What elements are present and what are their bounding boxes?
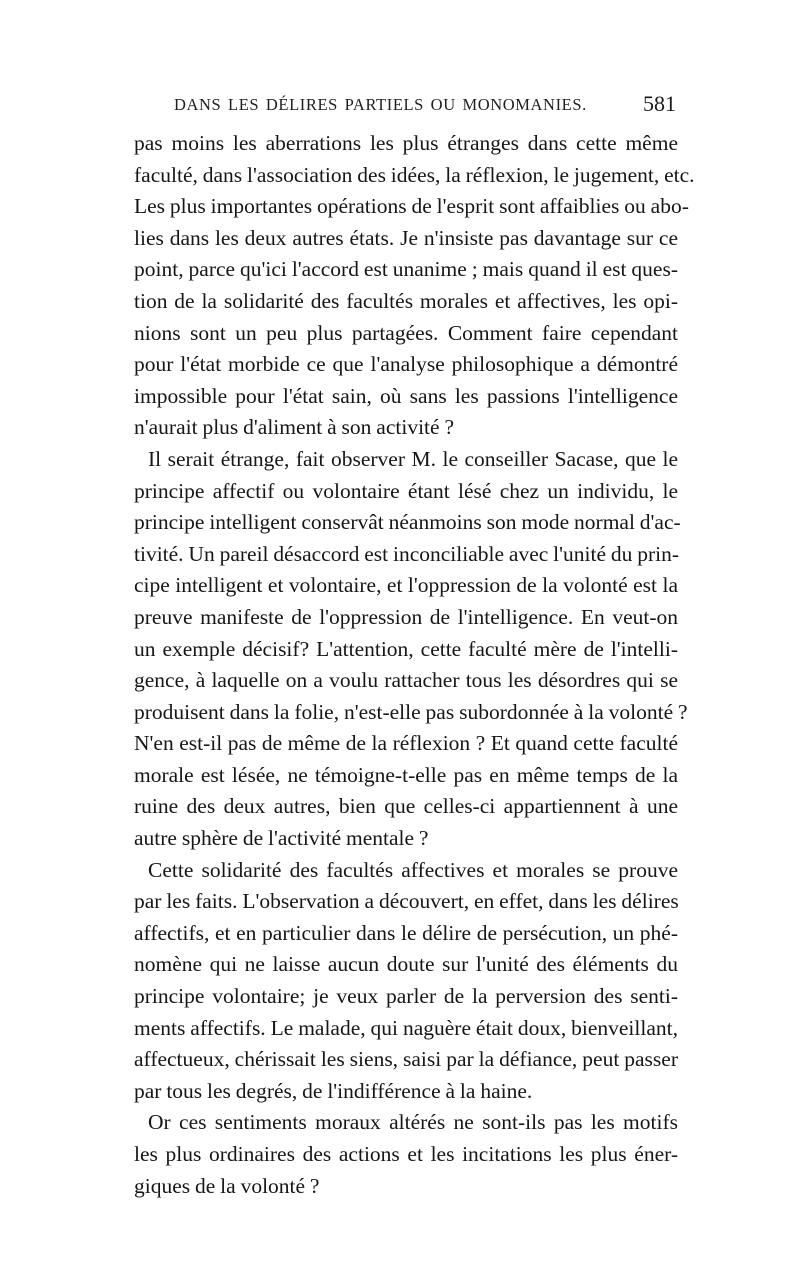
text-line: n'aurait plus d'aliment à son activité ?	[134, 415, 454, 440]
text-line: preuve manifeste de l'oppression de l'intelligence. En veut-on	[134, 604, 678, 629]
paragraph	[134, 1107, 678, 1202]
text-line: cipe intelligent et volontaire, et l'oppression de la volonté est la	[134, 573, 678, 598]
text-line: pour l'état morbide ce que l'analyse philosophique a démontré	[134, 352, 678, 377]
text-line: Or ces sentiments moraux altérés ne sont-ils pas les motifs	[148, 1110, 678, 1135]
text-line: par les faits. L'observation a découvert, en effet, dans les délires	[134, 889, 679, 914]
text-line: gence, à laquelle on a voulu rattacher tous les désordres qui se	[134, 668, 678, 693]
text-line: nomène qui ne laisse aucun doute sur l'unité des éléments du	[134, 952, 678, 977]
text-line: ments affectifs. Le malade, qui naguère était doux, bienveillant,	[134, 1015, 678, 1040]
paragraph	[134, 444, 688, 855]
text-line: principe intelligent conservât néanmoins son mode normal d'ac-	[134, 510, 681, 535]
text-line: lies dans les deux autres états. Je n'insiste pas davantage sur ce	[134, 225, 678, 250]
text-line: principe volontaire; je veux parler de la perversion des senti-	[134, 984, 678, 1009]
text-line: principe affectif ou volontaire étant lésé chez un individu, le	[134, 478, 678, 503]
text-line: affectueux, chérissait les siens, saisi par la défiance, peut passer	[134, 1047, 678, 1072]
text-line: pas moins les aberrations les plus étranges dans cette même	[134, 131, 678, 155]
text-line: impossible pour l'état sain, où sans les passions l'intelligence	[134, 383, 678, 408]
running-title: DANS LES DÉLIRES PARTIELS OU MONOMANIES.	[174, 95, 587, 114]
text-line: les plus ordinaires des actions et les incitations les plus éner-	[134, 1142, 678, 1166]
text-line: Les plus importantes opérations de l'esprit sont affaiblies ou abo-	[134, 194, 689, 219]
text-line: tion de la solidarité des facultés morales et affectives, les opi-	[134, 288, 678, 313]
text-line: morale est lésée, ne témoigne-t-elle pas en même temps de la	[134, 762, 678, 787]
page-number: 581	[643, 91, 676, 116]
text-line: ruine des deux autres, bien que celles-ci appartiennent à une	[134, 794, 678, 819]
paragraph	[134, 855, 678, 1108]
paragraph	[134, 128, 695, 444]
text-line: point, parce qu'ici l'accord est unanime ; mais quand il est ques-	[134, 257, 678, 282]
text-line: nions sont un peu plus partagées. Comment faire cependant	[134, 320, 678, 345]
text-line: par tous les degrés, de l'indifférence à la haine.	[134, 1078, 533, 1103]
text-line: giques de la volonté ?	[134, 1173, 320, 1198]
body-text	[134, 128, 695, 1202]
text-line: Il serait étrange, fait observer M. le conseiller Sacase, que le	[148, 446, 678, 471]
text-line: tivité. Un pareil désaccord est inconciliable avec l'unité du prin-	[134, 541, 680, 566]
text-line: N'en est-il pas de même de la réflexion ? Et quand cette faculté	[134, 731, 678, 756]
running-head	[138, 91, 676, 121]
text-line: produisent dans la folie, n'est-elle pas subordonnée à la volonté ?	[134, 699, 688, 724]
text-line: affectifs, et en particulier dans le délire de persécution, un phé-	[134, 920, 678, 945]
text-line: faculté, dans l'association des idées, la réflexion, le jugement, etc.	[134, 162, 695, 187]
text-line: autre sphère de l'activité mentale ?	[134, 826, 429, 851]
text-line: Cette solidarité des facultés affectives et morales se prouve	[148, 857, 678, 882]
text-line: un exemple décisif? L'attention, cette faculté mère de l'intelli-	[134, 636, 678, 661]
